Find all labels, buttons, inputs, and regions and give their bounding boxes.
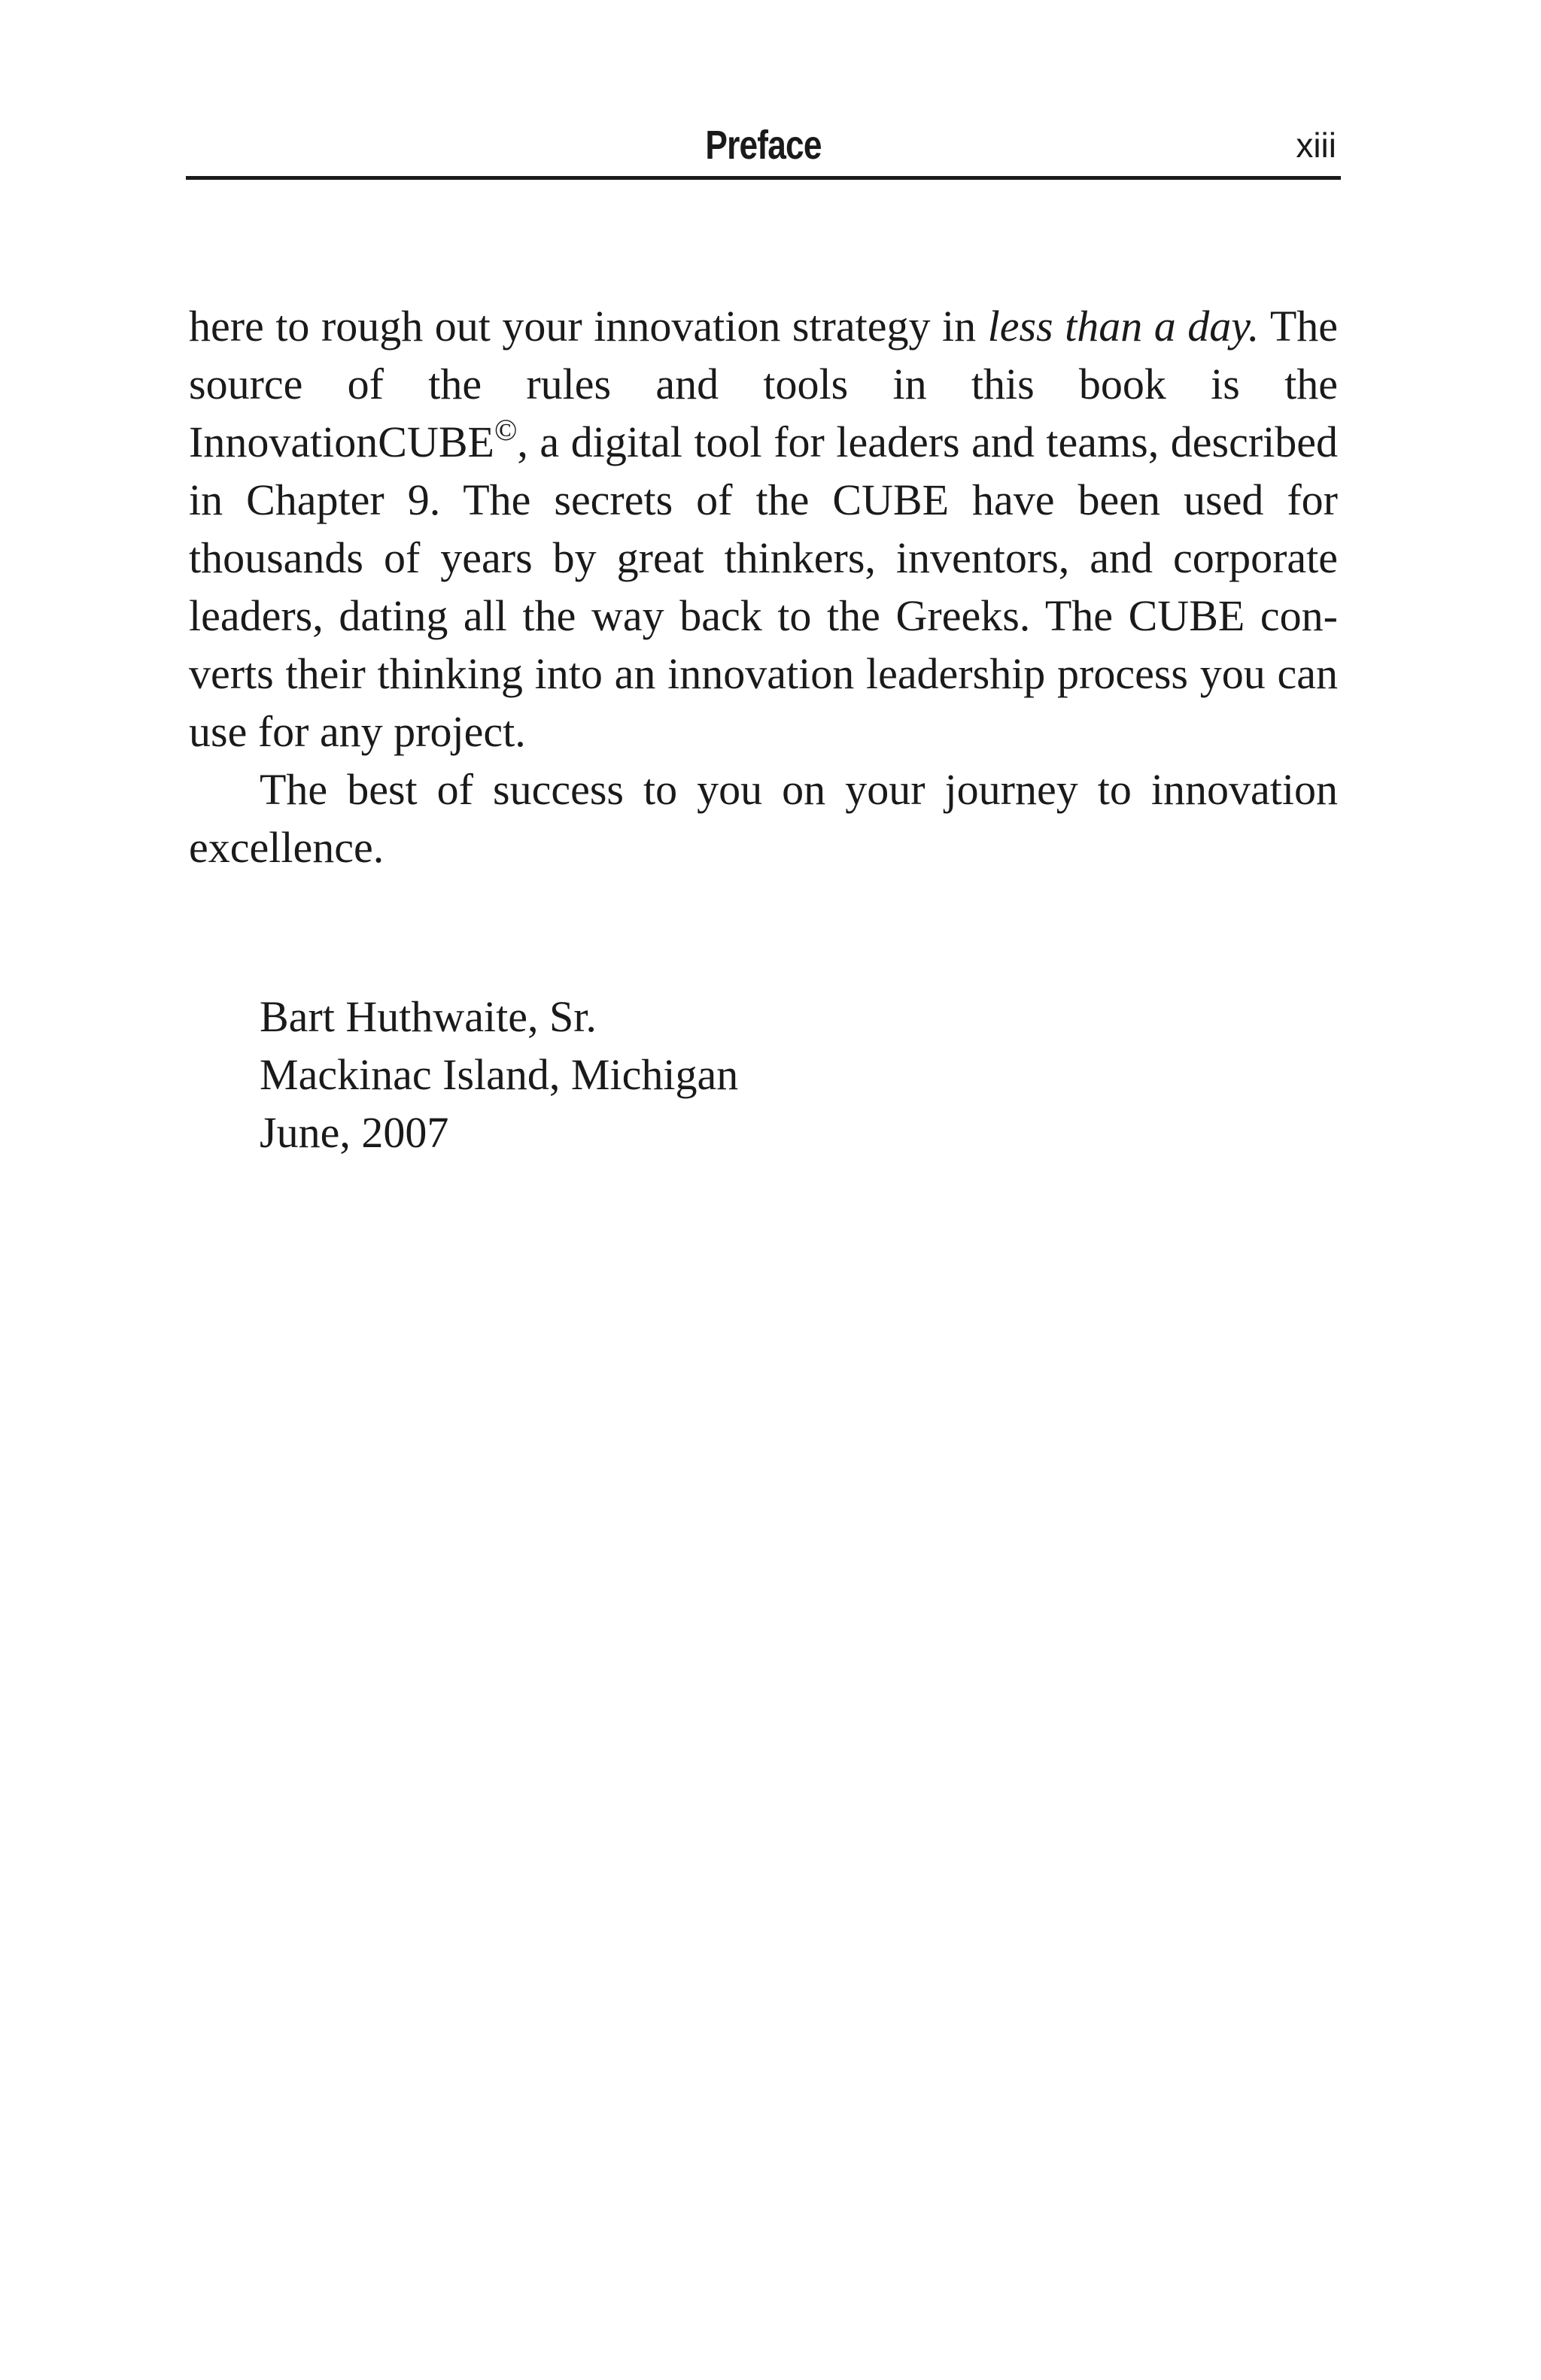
signature-name: Bart Huthwaite, Sr. [260,992,597,1041]
page-number: xiii [1296,126,1336,165]
paragraph-1 [189,297,1338,760]
header-rule [186,176,1341,180]
paragraph-1-text-b: The source of the rules and tools in this book is the InnovationCUBE [189,302,1338,466]
running-header [186,119,1341,179]
signature-date: June, 2007 [260,1108,449,1157]
body-text [189,297,1338,876]
copyright-symbol: © [494,413,518,447]
signature-place: Mackinac Island, Michigan [260,1050,739,1099]
paragraph-2: The best of success to you on your journey to innovation excellence. [189,765,1338,872]
running-header-title: Preface [705,123,822,168]
signature-block [260,988,738,1161]
paragraph-1-text-c: , a digital tool for leaders and teams, described in Chapter 9. The secrets of the CUBE have been used for thousands of years by great thinkers, inventors, and corporate leaders, dating all the way back to the Greeks. The CUBE converts their thinking into an innovation leadership process you can use for any project. [189,417,1338,756]
paragraph-1-italic-phrase: less than a day. [987,302,1260,351]
paragraph-1-text-a: here to rough out your innovation strategy in [189,302,988,351]
